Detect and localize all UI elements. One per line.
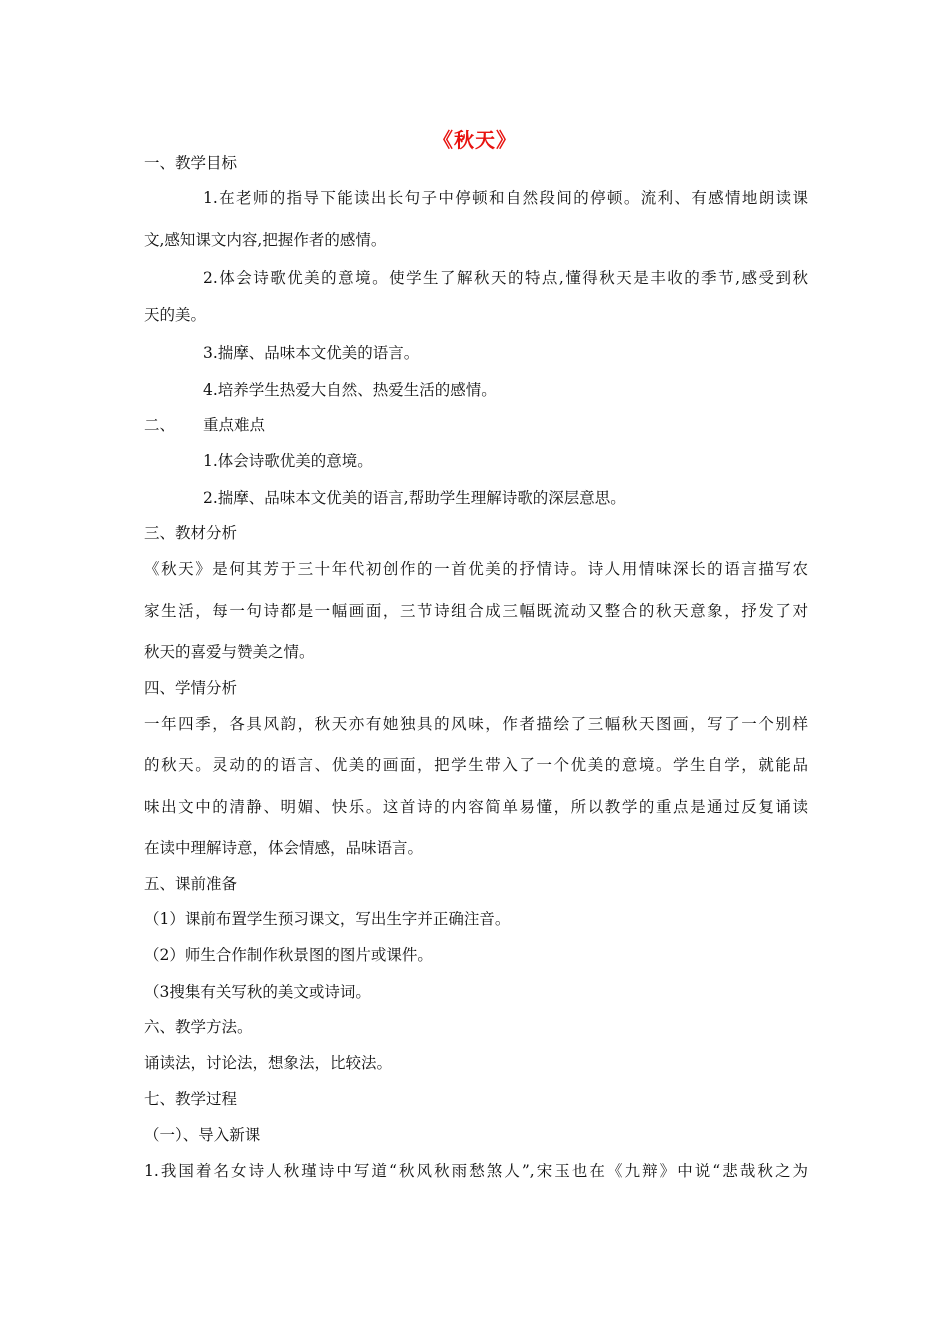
key-point-2: 2.揣摩、品味本文优美的语言,帮助学生理解诗歌的深层意思。 — [203, 489, 626, 507]
objective-1-line-2: 文,感知课文内容,把握作者的感情。 — [144, 231, 387, 249]
section-heading-preparation: 五、课前准备 — [144, 875, 238, 893]
objective-2-line-1: 2.体会诗歌优美的意境。使学生了解秋天的特点,懂得秋天是丰收的季节,感受到秋 — [203, 269, 808, 287]
key-point-1: 1.体会诗歌优美的意境。 — [203, 452, 373, 470]
document-title: 《秋天》 — [433, 128, 517, 152]
objective-2-line-2: 天的美。 — [144, 306, 207, 324]
student-analysis-line-3: 味出文中的清静、明媚、快乐。这首诗的内容简单易懂，所以教学的重点是通过反复诵读 — [144, 798, 808, 816]
material-analysis-line-1: 《秋天》是何其芳于三十年代初创作的一首优美的抒情诗。诗人用情味深长的语言描写农 — [144, 560, 808, 578]
section-heading-material-analysis: 三、教材分析 — [144, 524, 238, 542]
objective-1-line-1: 1.在老师的指导下能读出长句子中停顿和自然段间的停顿。流利、有感情地朗读课 — [203, 189, 808, 207]
section-heading-objectives: 一、教学目标 — [144, 154, 238, 172]
section-number-key-points: 二、 — [144, 416, 176, 434]
process-subheading-intro: （一）、导入新课 — [144, 1126, 261, 1144]
material-analysis-line-3: 秋天的喜爱与赞美之情。 — [144, 643, 315, 661]
objective-3: 3.揣摩、品味本文优美的语言。 — [203, 344, 420, 362]
section-heading-process: 七、教学过程 — [144, 1090, 238, 1108]
objective-4: 4.培养学生热爱大自然、热爱生活的感情。 — [203, 381, 497, 399]
preparation-item-1: （1）课前布置学生预习课文，写出生字并正确注音。 — [144, 910, 511, 928]
section-heading-student-analysis: 四、学情分析 — [144, 679, 238, 697]
material-analysis-line-2: 家生活，每一句诗都是一幅画面，三节诗组合成三幅既流动又整合的秋天意象，抒发了对 — [144, 602, 808, 620]
section-heading-methods: 六、教学方法。 — [144, 1018, 253, 1036]
methods-text: 诵读法，讨论法，想象法，比较法。 — [144, 1054, 393, 1072]
student-analysis-line-2: 的秋天。灵动的的语言、优美的画面，把学生带入了一个优美的意境。学生自学，就能品 — [144, 756, 808, 774]
process-intro-line-1: 1.我国着名女诗人秋瑾诗中写道“秋风秋雨愁煞人”,宋玉也在《九辩》中说“悲哉秋之为 — [144, 1162, 808, 1180]
section-heading-key-points: 重点难点 — [203, 416, 266, 434]
preparation-item-3: （3搜集有关写秋的美文或诗词。 — [144, 983, 371, 1001]
student-analysis-line-1: 一年四季，各具风韵，秋天亦有她独具的风味，作者描绘了三幅秋天图画，写了一个别样 — [144, 715, 808, 733]
student-analysis-line-4: 在读中理解诗意，体会情感，品味语言。 — [144, 839, 424, 857]
preparation-item-2: （2）师生合作制作秋景图的图片或课件。 — [144, 946, 433, 964]
